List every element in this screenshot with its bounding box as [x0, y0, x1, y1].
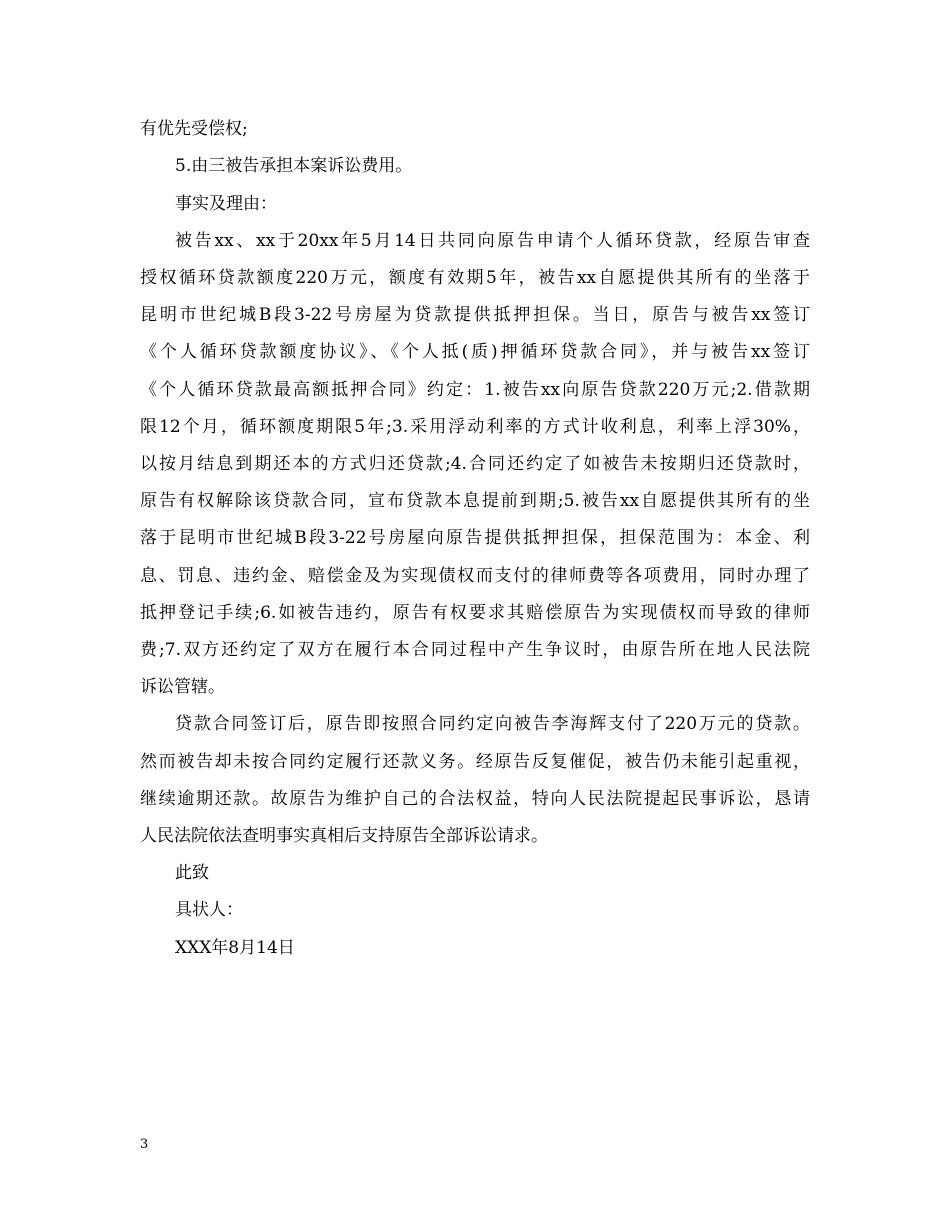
text-line-1: 有优先受偿权; [140, 119, 248, 139]
text-line-12: 落于昆明市世纪城B段3-22号房屋向原告提供抵押担保，担保范围为：本金、利 [140, 528, 810, 548]
text-line-8: 《个人循环贷款最高额抵押合同》约定：1.被告xx向原告贷款220万元;2.借款期 [140, 380, 810, 400]
text-line-17: 贷款合同签订后，原告即按照合同约定向被告李海辉支付了220万元的贷款。 [175, 714, 810, 734]
text-line-7: 《个人循环贷款额度协议》、《个人抵(质)押循环贷款合同》，并与被告xx签订 [140, 342, 810, 362]
text-line-20: 人民法院依法查明事实真相后支持原告全部诉讼请求。 [140, 826, 548, 846]
text-line-18: 然而被告却未按合同约定履行还款义务。经原告反复催促，被告仍未能引起重视， [140, 752, 810, 772]
text-line-2: 5.由三被告承担本案诉讼费用。 [175, 156, 413, 176]
signer-line: 具状人： [175, 900, 243, 920]
text-line-5: 授权循环贷款额度220万元，额度有效期5年，被告xx自愿提供其所有的坐落于 [140, 268, 810, 288]
text-line-9: 限12个月，循环额度期限5年;3.采用浮动利率的方式计收利息，利率上浮30%， [140, 417, 810, 437]
closing-line: 此致 [175, 863, 209, 883]
text-line-13: 息、罚息、违约金、赔偿金及为实现债权而支付的律师费等各项费用，同时办理了 [140, 566, 810, 586]
text-line-14: 抵押登记手续;6.如被告违约，原告有权要求其赔偿原告为实现债权而导致的律师 [140, 603, 810, 623]
text-line-6: 昆明市世纪城B段3-22号房屋为贷款提供抵押担保。当日，原告与被告xx签订 [140, 305, 810, 325]
text-line-15: 费;7.双方还约定了双方在履行本合同过程中产生争议时，由原告所在地人民法院 [140, 640, 810, 660]
text-line-11: 原告有权解除该贷款合同，宣布贷款本息提前到期;5.被告xx自愿提供其所有的坐 [140, 491, 810, 511]
text-line-3: 事实及理由： [175, 194, 277, 214]
text-line-4: 被告xx、xx于20xx年5月14日共同向原告申请个人循环贷款，经原告审查 [175, 231, 810, 251]
date-line: XXX年8月14日 [175, 938, 295, 958]
text-line-10: 以按月结息到期还本的方式归还贷款;4.合同还约定了如被告未按期归还贷款时， [140, 454, 810, 474]
text-line-19: 继续逾期还款。故原告为维护自己的合法权益，特向人民法院提起民事诉讼，恳请 [140, 789, 810, 809]
page-number: 3 [140, 1137, 149, 1152]
text-line-16: 诉讼管辖。 [140, 677, 225, 697]
